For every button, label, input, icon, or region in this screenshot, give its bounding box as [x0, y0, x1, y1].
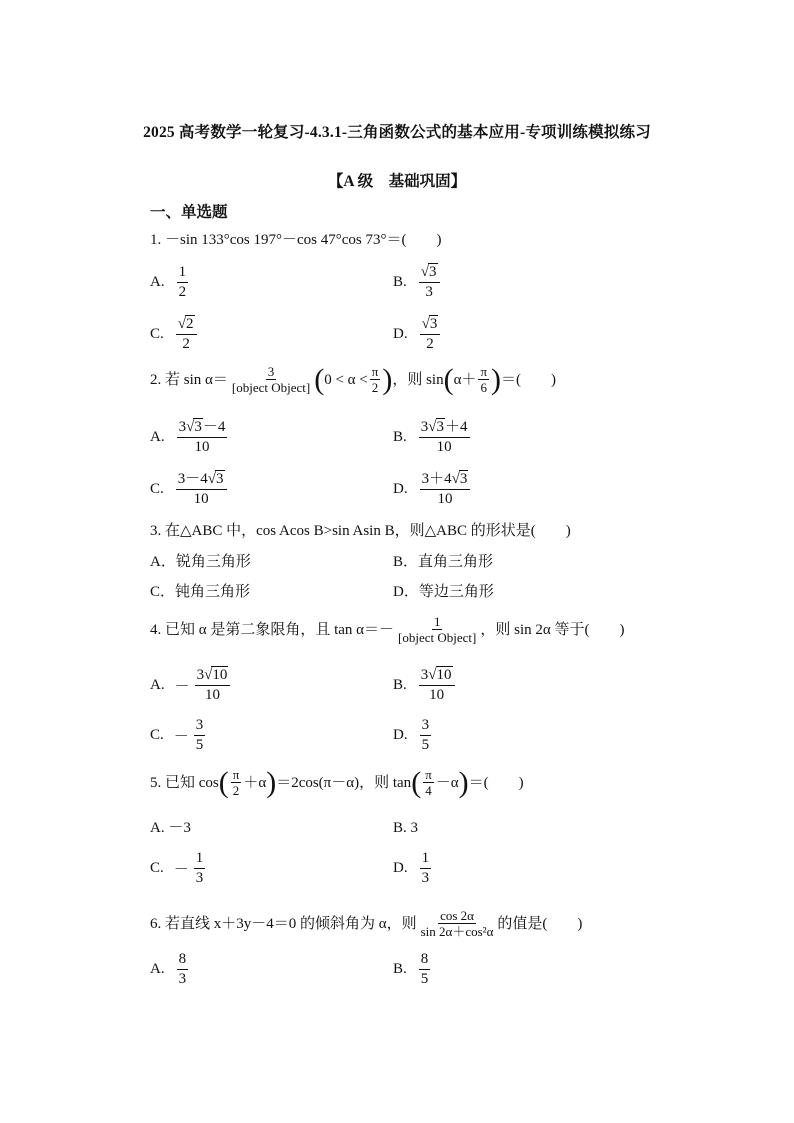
- q1-option-d[interactable]: D. $\frac{√3}{2}$: [393, 310, 442, 358]
- section-heading: 一、单选题: [150, 204, 228, 221]
- q6-option-a[interactable]: A. $\frac{8}{3}$: [150, 950, 187, 987]
- q3-option-c[interactable]: C．钝角三角形: [150, 584, 251, 600]
- q4-option-b[interactable]: B. $\frac{3√10}{10}$: [393, 661, 457, 709]
- q3-option-d[interactable]: D．等边三角形: [393, 584, 494, 600]
- question-5-stem: 5. 已知 cos ( $\frac{\pi}{2}$ ＋α ) ＝2cos(π－α)，则 tan ( $\frac{\pi}{4}$ －α ) ＝( ): [150, 765, 524, 799]
- q4-option-d[interactable]: D. $\frac{3}{5}$: [393, 716, 430, 753]
- q5-option-c[interactable]: C. － $\frac{1}{3}$: [150, 849, 204, 886]
- q4-option-a[interactable]: A. － $\frac{3√10}{10}$: [150, 661, 232, 709]
- question-1-stem: 1. －sin 133°cos 197°－cos 47°cos 73°＝( ): [150, 232, 442, 248]
- q4-option-c[interactable]: C. － $\frac{3}{5}$: [150, 716, 204, 753]
- level-heading: 【A 级 基础巩固】: [327, 173, 467, 190]
- q3-option-a[interactable]: A．锐角三角形: [150, 554, 251, 570]
- q1-option-a[interactable]: A. $\frac{1}{2}$: [150, 263, 187, 300]
- q2-option-b[interactable]: B. $\frac{3√3+4}{10}$: [393, 418, 468, 455]
- question-6-stem: 6. 若直线 x＋3y－4＝0 的倾斜角为 α，则 $\frac{\cos 2\alpha}{\text{sin 2α＋cos²α}}$ 的值是( ): [150, 908, 583, 939]
- question-2-stem: 2. 若 sin α＝ $\frac{3}{\text{[object Object]}}$ ( 0 < α < $\frac{\pi}{2}$ ) ，则 sin ( α＋ $\frac{\pi}{6}$ ) ＝( ): [150, 362, 557, 396]
- question-3-stem: 3. 在△ABC 中，cos Acos B>sin Asin B，则△ABC 的形状是( ): [150, 523, 571, 539]
- q5-option-a[interactable]: A. －3: [150, 820, 191, 836]
- q2-option-d[interactable]: D. $\frac{3+4√3}{10}$: [393, 465, 472, 513]
- q5-option-d[interactable]: D. $\frac{1}{3}$: [393, 849, 430, 886]
- q3-option-b[interactable]: B．直角三角形: [393, 554, 494, 570]
- question-4-stem: 4. 已知 α 是第二象限角，且 tan α＝－ $\frac{1}{\text{[object Object]}}$ ，则 sin 2α 等于( ): [150, 614, 625, 645]
- q2-option-c[interactable]: C. $\frac{3-4√3}{10}$: [150, 465, 229, 513]
- q2-option-a[interactable]: A. $\frac{3√3-4}{10}$: [150, 418, 226, 455]
- q6-option-b[interactable]: B. $\frac{8}{5}$: [393, 950, 429, 987]
- page-title: 2025 高考数学一轮复习-4.3.1-三角函数公式的基本应用-专项训练模拟练习: [143, 124, 651, 141]
- q1-option-b[interactable]: B. $\frac{√3}{3}$: [393, 258, 442, 306]
- q1-option-c[interactable]: C. $\frac{√2}{2}$: [150, 310, 199, 358]
- q5-option-b[interactable]: B. 3: [393, 820, 419, 836]
